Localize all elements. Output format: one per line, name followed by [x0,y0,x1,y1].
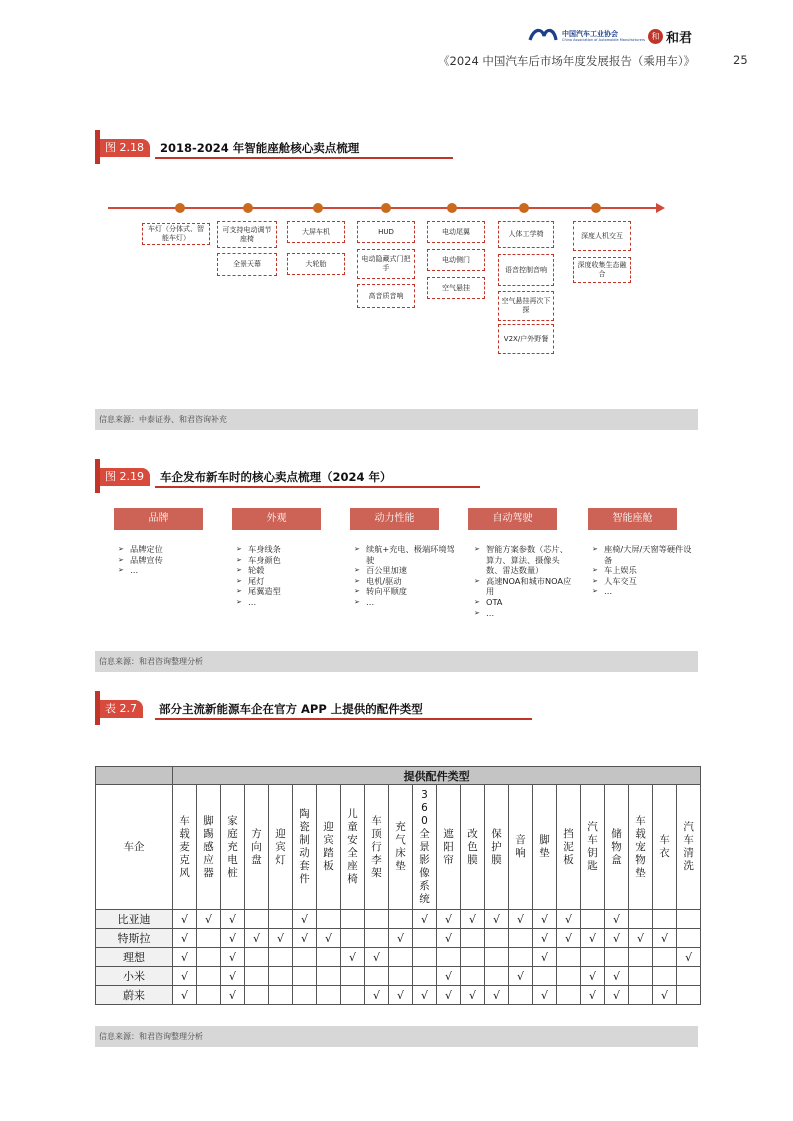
list-item [354,576,462,587]
column-header-text: 挡泥板 [563,827,574,866]
column-header-text: 家庭充电桩 [227,814,238,879]
empty-cell [341,910,365,929]
empty-cell [317,967,341,986]
check-mark-cell: √ [221,948,245,967]
empty-cell [581,948,605,967]
column-header-text: 脚踢感应器 [203,814,214,879]
list-item-text: … [604,586,613,597]
timeline-dot [313,203,323,213]
table-row [96,929,701,948]
empty-cell [197,967,221,986]
check-mark-cell: √ [293,910,317,929]
check-mark-cell: √ [605,986,629,1005]
hejun-logo [648,27,692,46]
list-item [236,586,336,597]
column-header-text: 音响 [515,834,526,859]
company-name: 小米 [96,967,173,986]
company-header: 车企 [96,785,173,910]
column-header-text: 储物盒 [611,827,622,866]
check-mark-cell: √ [581,967,605,986]
empty-cell [293,986,317,1005]
caam-logo [528,28,645,44]
empty-cell [677,967,701,986]
empty-cell [629,986,653,1005]
category-header: 动力性能 [350,508,439,530]
list-item [118,555,218,566]
check-mark-cell: √ [293,929,317,948]
timeline-item: 深度收集生态融合 [573,257,631,283]
list-item-text: 续航+充电、极端环境驾驶 [366,544,455,565]
category-header: 品牌 [114,508,203,530]
table-title: 部分主流新能源车企在官方 APP 上提供的配件类型 [159,702,423,716]
bullet-arrow-icon: ➢ [236,545,242,553]
column-header [413,785,437,910]
check-mark-cell: √ [221,967,245,986]
timeline-item: 大轮胎 [287,253,345,275]
table-row [96,948,701,967]
company-name: 特斯拉 [96,929,173,948]
list-item-text: … [486,607,495,618]
company-name: 蔚来 [96,986,173,1005]
check-mark-cell: √ [437,986,461,1005]
empty-cell [581,910,605,929]
list-item [236,544,336,555]
list-item-text: … [130,565,139,576]
empty-cell [245,948,269,967]
category-list [236,544,336,608]
timeline-dot [591,203,601,213]
category-list [118,544,218,576]
empty-cell [629,910,653,929]
list-item [474,544,574,576]
empty-cell [389,910,413,929]
check-mark-cell: √ [653,929,677,948]
column-header-text: 遮阳帘 [443,827,454,866]
check-mark-cell: √ [413,986,437,1005]
column-header-text: 车衣 [659,834,670,859]
empty-cell [557,948,581,967]
list-item [354,565,462,576]
column-header [173,785,197,910]
bullet-arrow-icon: ➢ [354,587,360,596]
timeline-item: 空气悬挂 [427,277,485,299]
timeline-dot [381,203,391,213]
check-mark-cell: √ [173,910,197,929]
timeline-item: 电动侧门 [427,249,485,271]
column-header [437,785,461,910]
empty-cell [461,929,485,948]
fig-2-18-header [95,130,698,164]
check-mark-cell: √ [269,929,293,948]
column-header-text: 车载宠物垫 [635,814,646,879]
empty-cell [437,948,461,967]
column-header-text: 汽车钥匙 [587,821,598,872]
timeline-item: 可支持电动调节座椅 [217,221,277,248]
column-header [317,785,341,910]
empty-cell [293,967,317,986]
table-row [96,967,701,986]
list-item [592,544,694,565]
empty-cell [365,929,389,948]
list-item-text: 高速NOA和城市NOA应用 [486,575,572,597]
bullet-arrow-icon: ➢ [236,566,242,575]
check-mark-cell: √ [605,929,629,948]
check-mark-cell: √ [437,910,461,929]
column-header-text: 车载麦克风 [179,814,190,879]
empty-cell [509,929,533,948]
bullet-arrow-icon: ➢ [354,597,360,606]
column-header [533,785,557,910]
empty-cell [341,929,365,948]
column-header-text: 儿童安全座椅 [347,808,358,885]
empty-cell [413,929,437,948]
list-item [354,597,462,608]
list-item-text: 转向平顺度 [366,586,407,597]
timeline-item: 空气悬挂再次下探 [498,291,554,321]
bullet-arrow-icon: ➢ [118,555,124,564]
fig-2-19-source: 信息来源：和君咨询整理分析 [95,651,698,672]
table-row [96,986,701,1005]
check-mark-cell: √ [581,986,605,1005]
empty-cell [557,986,581,1005]
column-header [197,785,221,910]
check-mark-cell: √ [173,948,197,967]
hejun-seal-icon: 和 [648,29,663,44]
empty-cell [197,986,221,1005]
bullet-arrow-icon: ➢ [592,587,598,596]
check-mark-cell: √ [341,948,365,967]
fig-2-18-source: 信息来源：中泰证券、和君咨询补充 [95,409,698,430]
list-item-text: 尾翼造型 [248,586,281,597]
column-header [605,785,629,910]
bullet-arrow-icon: ➢ [118,566,124,575]
list-item [118,544,218,555]
list-item-text: 品牌宣传 [130,554,163,565]
empty-cell [485,948,509,967]
column-header [293,785,317,910]
check-mark-cell: √ [509,967,533,986]
check-mark-cell: √ [533,929,557,948]
timeline-item: 深度人机交互 [573,221,631,251]
list-item-text: OTA [486,596,503,607]
empty-cell [317,948,341,967]
check-mark-cell: √ [605,910,629,929]
empty-cell [485,929,509,948]
empty-cell [365,910,389,929]
bullet-arrow-icon: ➢ [474,608,480,617]
bullet-arrow-icon: ➢ [474,597,480,606]
empty-cell [341,967,365,986]
empty-cell [269,986,293,1005]
timeline-item: 全景天幕 [217,253,277,276]
timeline-dot [175,203,185,213]
empty-cell [389,948,413,967]
list-item [592,576,694,587]
category-header: 智能座舱 [588,508,677,530]
bullet-arrow-icon: ➢ [592,576,598,585]
list-item-text: 智能方案参数（芯片、算力、算法、摄像头数、雷达数量） [486,544,568,576]
column-header [221,785,245,910]
check-mark-cell: √ [557,910,581,929]
timeline-dot [519,203,529,213]
empty-cell [317,910,341,929]
list-item-text: 座椅/大屏/天窗等硬件设备 [604,544,692,565]
empty-cell [269,948,293,967]
org-subtitle: China Association of Automobile Manufacturers [562,38,646,42]
bullet-arrow-icon: ➢ [354,576,360,585]
table-2-7-source: 信息来源：和君咨询整理分析 [95,1026,698,1047]
bullet-arrow-icon: ➢ [354,545,360,553]
check-mark-cell: √ [317,929,341,948]
check-mark-cell: √ [365,986,389,1005]
column-header [509,785,533,910]
timeline-item: 高音质音响 [357,284,415,308]
title-underline [155,718,532,720]
column-header [389,785,413,910]
column-header [653,785,677,910]
hejun-name: 和君 [666,31,693,46]
check-mark-cell: √ [437,929,461,948]
column-header-text: 脚垫 [539,834,550,859]
empty-cell [653,948,677,967]
empty-cell [269,910,293,929]
bullet-arrow-icon: ➢ [592,566,598,575]
empty-cell [389,967,413,986]
table-tag: 表 2.7 [100,700,143,718]
timeline-arrow-icon [656,203,665,213]
bullet-arrow-icon: ➢ [474,576,480,585]
empty-cell [317,986,341,1005]
empty-cell [509,986,533,1005]
check-mark-cell: √ [389,929,413,948]
figure-title: 2018-2024 年智能座舱核心卖点梳理 [160,141,360,155]
bullet-arrow-icon: ➢ [236,587,242,596]
column-header [269,785,293,910]
empty-cell [245,967,269,986]
title-underline [155,486,480,488]
empty-cell [677,910,701,929]
check-mark-cell: √ [389,986,413,1005]
list-item [474,597,574,608]
timeline-item: 大屏车机 [287,221,345,243]
check-mark-cell: √ [413,910,437,929]
empty-cell [461,967,485,986]
category-list [474,544,574,618]
list-item [474,608,574,619]
check-mark-cell: √ [533,910,557,929]
empty-cell [245,910,269,929]
check-mark-cell: √ [437,967,461,986]
check-mark-cell: √ [197,910,221,929]
category-list [354,544,462,608]
check-mark-cell: √ [245,929,269,948]
list-item-text: 人车交互 [604,575,637,586]
check-mark-cell: √ [365,948,389,967]
company-name: 比亚迪 [96,910,173,929]
empty-cell [197,948,221,967]
category-header: 自动驾驶 [468,508,557,530]
column-header [557,785,581,910]
check-mark-cell: √ [509,910,533,929]
list-item [354,544,462,565]
timeline-item: 车灯（分体式、智能车灯） [142,223,210,245]
check-mark-cell: √ [461,910,485,929]
figure-tag: 图 2.19 [100,468,150,486]
category-list [592,544,694,597]
list-item [474,576,574,597]
column-header [365,785,389,910]
empty-cell [461,948,485,967]
check-mark-cell: √ [173,967,197,986]
check-mark-cell: √ [485,910,509,929]
list-item-text: 车身颜色 [248,554,281,565]
column-header [461,785,485,910]
list-item [592,565,694,576]
empty-cell [413,967,437,986]
timeline-item: V2X/户外野餐 [498,324,554,354]
timeline-item: 电动尾翼 [427,221,485,243]
column-header-text: 陶瓷制动套件 [299,808,310,885]
column-header [341,785,365,910]
empty-cell [197,929,221,948]
figure-title: 车企发布新车时的核心卖点梳理（2024 年） [160,470,392,484]
caam-logo-icon [528,28,558,44]
bullet-arrow-icon: ➢ [236,576,242,585]
list-item [592,586,694,597]
empty-cell [245,986,269,1005]
table-2-7-header [95,691,698,725]
accessory-table [95,766,701,1005]
check-mark-cell: √ [221,986,245,1005]
figure-tag: 图 2.18 [100,139,150,157]
timeline-item: HUD [357,221,415,243]
empty-cell [677,929,701,948]
check-mark-cell: √ [653,986,677,1005]
list-item [354,586,462,597]
column-header [245,785,269,910]
check-mark-cell: √ [581,929,605,948]
page-number: 25 [733,53,748,67]
timeline-item: 电动隐藏式门把手 [357,249,415,279]
timeline-dot [243,203,253,213]
column-header-text: 迎宾灯 [275,827,286,866]
bullet-arrow-icon: ➢ [236,597,242,606]
column-header-text: 充气床垫 [395,821,406,872]
check-mark-cell: √ [173,929,197,948]
empty-cell [629,948,653,967]
check-mark-cell: √ [629,929,653,948]
timeline-item: 语音控制音响 [498,254,554,286]
list-item-text: … [248,596,257,607]
empty-cell [341,986,365,1005]
header-blank-cell [96,767,173,785]
empty-cell [293,948,317,967]
empty-cell [653,967,677,986]
check-mark-cell: √ [485,986,509,1005]
bullet-arrow-icon: ➢ [236,555,242,564]
empty-cell [365,967,389,986]
list-item [118,565,218,576]
empty-cell [677,986,701,1005]
group-header: 提供配件类型 [173,767,701,785]
bullet-arrow-icon: ➢ [592,545,598,553]
column-header-text: 汽车清洗 [683,821,694,872]
empty-cell [485,967,509,986]
empty-cell [557,967,581,986]
check-mark-cell: √ [533,986,557,1005]
list-item-text: 电机/驱动 [366,575,402,586]
check-mark-cell: √ [677,948,701,967]
column-header [677,785,701,910]
category-header: 外观 [232,508,321,530]
empty-cell [509,948,533,967]
fig-2-19-header [95,459,698,493]
column-header-text: 保护膜 [491,827,502,866]
column-header-text: 迎宾踏板 [323,821,334,872]
company-name: 理想 [96,948,173,967]
check-mark-cell: √ [605,967,629,986]
timeline-item: 人体工学椅 [498,221,554,248]
column-header [485,785,509,910]
column-header-text: 改色膜 [467,827,478,866]
list-item-text: 轮毂 [248,565,265,576]
bullet-arrow-icon: ➢ [118,545,124,553]
table-row [96,910,701,929]
org-name: 中国汽车工业协会 [562,30,618,38]
empty-cell [653,910,677,929]
empty-cell [605,948,629,967]
bullet-arrow-icon: ➢ [474,545,480,553]
bullet-arrow-icon: ➢ [354,566,360,575]
column-header-text: 360全景影像系统 [419,788,430,905]
check-mark-cell: √ [461,986,485,1005]
check-mark-cell: √ [221,910,245,929]
column-header-text: 方向盘 [251,827,262,866]
column-header [629,785,653,910]
check-mark-cell: √ [557,929,581,948]
list-item [236,597,336,608]
check-mark-cell: √ [533,948,557,967]
list-item [236,576,336,587]
empty-cell [533,967,557,986]
list-item-text: 品牌定位 [130,544,163,554]
report-title: 《2024 中国汽车后市场年度发展报告（乘用车）》 [438,54,696,68]
empty-cell [269,967,293,986]
empty-cell [629,967,653,986]
timeline-dot [447,203,457,213]
list-item-text: … [366,596,375,607]
title-underline [155,157,453,159]
list-item-text: 车上娱乐 [604,565,637,576]
column-header-text: 车顶行李架 [371,814,382,879]
list-item-text: 百公里加速 [366,565,407,576]
list-item-text: 车身线条 [248,544,281,554]
list-item [236,565,336,576]
empty-cell [413,948,437,967]
list-item-text: 尾灯 [248,575,265,586]
list-item [236,555,336,566]
check-mark-cell: √ [173,986,197,1005]
check-mark-cell: √ [221,929,245,948]
column-header [581,785,605,910]
